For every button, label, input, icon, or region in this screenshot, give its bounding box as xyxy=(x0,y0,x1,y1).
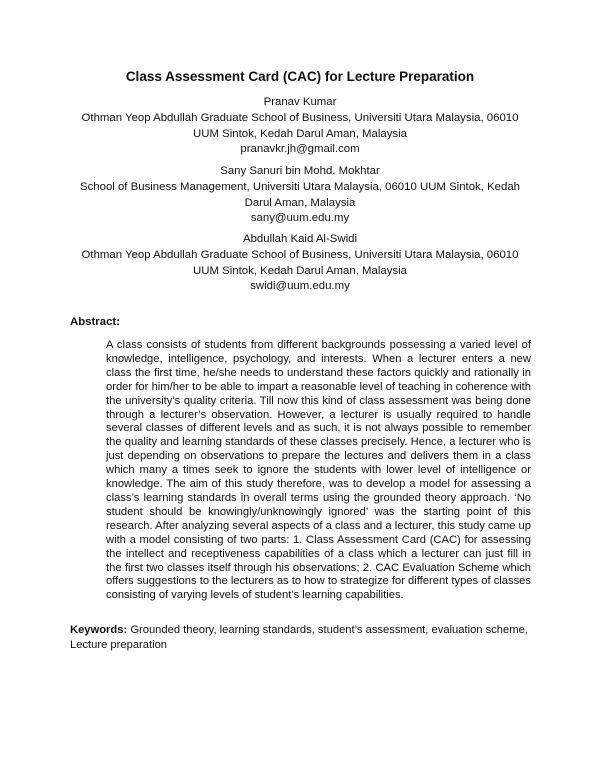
author-affiliation-line: Darul Aman, Malaysia xyxy=(244,196,356,209)
keywords-text: Grounded theory, learning standards, student’s assessment, evaluation scheme, Lecture preparation xyxy=(70,624,528,651)
author-affiliation-line: Othman Yeop Abdullah Graduate School of Business, Universiti Utara Malaysia, 06010 xyxy=(81,248,519,261)
keywords-label: Keywords: xyxy=(70,624,131,636)
author-affiliation-line: Othman Yeop Abdullah Graduate School of Business, Universiti Utara Malaysia, 06010 xyxy=(81,111,519,124)
author-name: Sany Sanuri bin Mohd. Mokhtar xyxy=(220,165,380,177)
author-affiliation-line: UUM Sintok, Kedah Darul Aman, Malaysia xyxy=(193,127,407,140)
author-affiliation-line: School of Business Management, Universiti Utara Malaysia, 06010 UUM Sintok, Kedah xyxy=(79,180,521,193)
keywords-section xyxy=(70,623,530,653)
author-email: pranavkr.jh@gmail.com xyxy=(240,143,360,156)
author-email: swidi@uum.edu.my xyxy=(250,280,350,293)
author-affiliation-line: UUM Sintok, Kedah Darul Aman, Malaysia xyxy=(193,264,407,277)
abstract-heading: Abstract: xyxy=(70,316,121,328)
author-name: Pranav Kumar xyxy=(263,96,337,108)
author-block-1 xyxy=(60,95,540,158)
author-block-2 xyxy=(60,164,540,227)
author-block-3 xyxy=(60,232,540,295)
paper-title: Class Assessment Card (CAC) for Lecture Preparation xyxy=(125,69,475,84)
abstract-body: A class consists of students from different backgrounds possessing a varied level of knowledge, intelligence, psychology, and interests. When a lecturer enters a new class the first time, he/she needs to understand these factors quickly and rationally in order for him/her to be able to impart a reasonable level of teaching in coherence with the university’s quality criteria. Till now this kind of class assessment was being done through a lecturer’s observation. However, a lecturer is usually required to handle several classes of different levels and as such, it is not always possible to remember the quality and learning standards of these classes precisely. Hence, a lecturer who is just depending on observations to prepare the lectures and delivers them in a class which many a times seek to ignore the students with lower level of intelligence or knowledge. The aim of this study therefore, was to develop a model for assessing a class’s learning standards in overall terms using the grounded theory approach. ‘No student should be knowingly/unknowingly ignored’ was the starting point of this research. After analyzing several aspects of a class and a lecturer, this study came up with a model consisting of two parts: 1. Class Assessment Card (CAC) for assessing the intellect and receptiveness capabilities of a class which a lecturer can just fill in the first two classes itself through his observations; 2. CAC Evaluation Scheme which offers suggestions to the lecturers as to how to strategize for different types of classes consisting of varying levels of student’s learning capabilities. xyxy=(106,339,531,602)
author-name: Abdullah Kaid Al-Swidi xyxy=(243,233,357,245)
author-email: sany@uum.edu.my xyxy=(250,212,350,225)
